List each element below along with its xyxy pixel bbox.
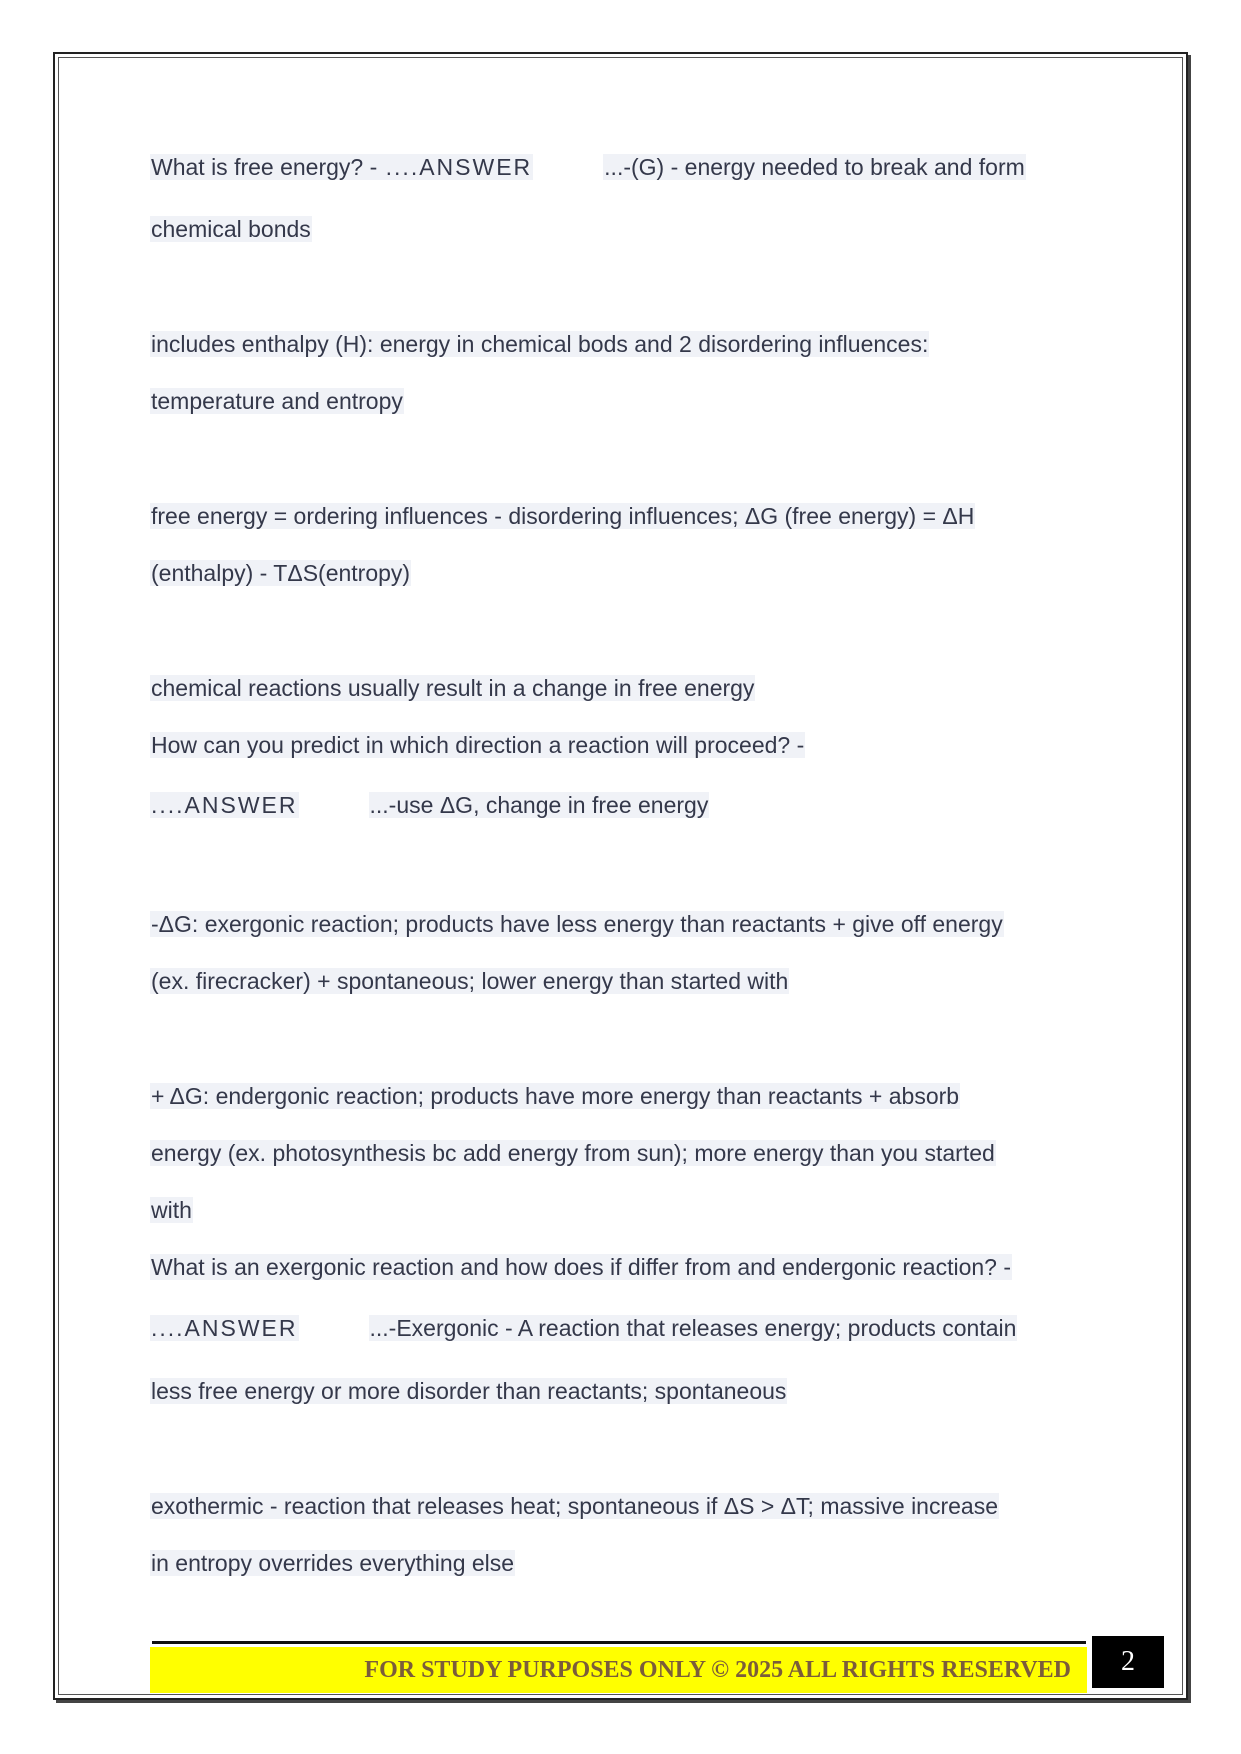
p6-text2: in entropy overrides everything else [151, 1550, 515, 1576]
q3-answer-line [150, 1311, 1017, 1345]
p2-line1 [150, 499, 975, 533]
footer-rule [152, 1641, 1086, 1644]
footer-copyright: FOR STUDY PURPOSES ONLY © 2025 ALL RIGHTS RESERVED [364, 1657, 1071, 1683]
p6-line2 [150, 1546, 515, 1580]
p1-text2: temperature and entropy [151, 388, 403, 414]
q1-answer-cont [150, 212, 312, 246]
q3-answer-line2: less free energy or more disorder than reactants; spontaneous [151, 1378, 787, 1404]
page-number: 2 [1092, 1636, 1164, 1688]
p1-text1: includes enthalpy (H): energy in chemical bods and 2 disordering influences: [151, 331, 929, 357]
p4-text2: (ex. firecracker) + spontaneous; lower energy than started with [151, 968, 789, 994]
q1-answer-line2: chemical bonds [151, 216, 311, 242]
q2-line [150, 728, 805, 762]
q1-answer-marker: ....ANSWER [385, 154, 533, 180]
p2-text2: (enthalpy) - TΔS(entropy) [151, 560, 411, 586]
p1-line1 [150, 327, 929, 361]
q2-answer-line [150, 788, 709, 822]
p6-line1 [150, 1489, 999, 1523]
q2-answer-marker: ....ANSWER [151, 792, 298, 818]
q3-answer-cont [150, 1374, 787, 1408]
p5-text2: energy (ex. photosynthesis bc add energy from sun); more energy than you started [151, 1140, 995, 1166]
q2-answer: ...-use ΔG, change in free energy [369, 792, 709, 818]
p4-line2 [150, 964, 789, 998]
q3-answer-line1: ...-Exergonic - A reaction that releases energy; products contain [369, 1315, 1017, 1341]
p6-text1: exothermic - reaction that releases heat; spontaneous if ΔS > ΔT; massive increase [151, 1493, 999, 1519]
q2-question: How can you predict in which direction a reaction will proceed? - [151, 732, 805, 758]
p3-text1: chemical reactions usually result in a change in free energy [151, 675, 755, 701]
q1-line [150, 150, 1026, 184]
p5-text1: + ΔG: endergonic reaction; products have more energy than reactants + absorb [151, 1083, 960, 1109]
p5-line2 [150, 1136, 996, 1170]
q3-answer-marker: ....ANSWER [151, 1315, 298, 1341]
q1-answer-line1: ...-(G) - energy needed to break and form [604, 154, 1025, 180]
p2-text1: free energy = ordering influences - disordering influences; ΔG (free energy) = ΔH [151, 503, 975, 529]
p5-text3: with [151, 1197, 192, 1223]
p4-text1: -ΔG: exergonic reaction; products have less energy than reactants + give off energy [151, 911, 1003, 937]
p5-line1 [150, 1079, 960, 1113]
p4-line1 [150, 907, 1004, 941]
page-border-inner [58, 57, 1183, 1695]
p2-line2 [150, 556, 411, 590]
p3-line1 [150, 671, 755, 705]
q1-question: What is free energy? - [151, 154, 384, 180]
p5-line3 [150, 1193, 193, 1227]
footer-banner [150, 1647, 1087, 1693]
p1-line2 [150, 384, 404, 418]
q3-question: What is an exergonic reaction and how does if differ from and endergonic reaction? - [151, 1254, 1012, 1280]
q3-line [150, 1250, 1012, 1284]
